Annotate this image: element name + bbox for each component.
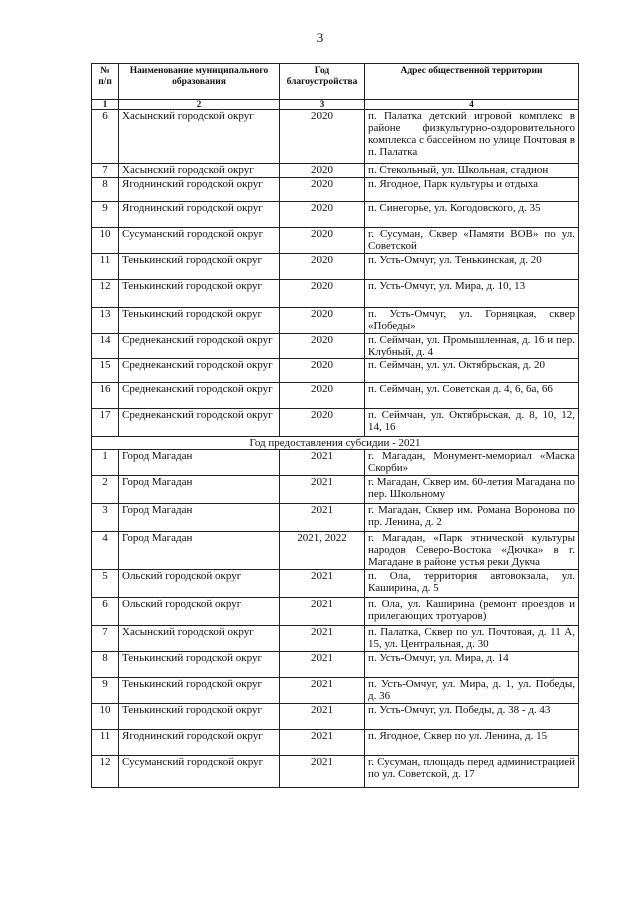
row-municipality: Город Магадан bbox=[119, 504, 280, 532]
table-row bbox=[92, 730, 579, 756]
row-address: г. Магадан, Сквер им. Романа Воронова по пр. Ленина, д. 2 bbox=[365, 504, 579, 532]
row-municipality: Сусуманский городской округ bbox=[119, 756, 280, 788]
row-year: 2020 bbox=[280, 280, 365, 308]
row-year: 2021 bbox=[280, 678, 365, 704]
table-row bbox=[92, 532, 579, 570]
header-name: Наименование муниципального образования bbox=[119, 64, 280, 100]
row-year: 2020 bbox=[280, 202, 365, 228]
row-address: п. Палатка детский игровой комплекс в районе физкультурно-оздоровительного комплекса с бассейном по улице Почтовая в п. Палатка bbox=[365, 110, 579, 164]
row-number: 11 bbox=[92, 730, 119, 756]
row-municipality: Тенькинский городской округ bbox=[119, 704, 280, 730]
row-year: 2020 bbox=[280, 164, 365, 178]
row-address: п. Усть-Омчуг, ул. Мира, д. 1, ул. Победы, д. 36 bbox=[365, 678, 579, 704]
table-row bbox=[92, 704, 579, 730]
row-year: 2021 bbox=[280, 652, 365, 678]
table-row bbox=[92, 178, 579, 202]
row-number: 8 bbox=[92, 652, 119, 678]
table-row bbox=[92, 409, 579, 437]
row-address: г. Сусуман, площадь перед администрацией по ул. Советской, д. 17 bbox=[365, 756, 579, 788]
row-year: 2021 bbox=[280, 450, 365, 476]
row-address: п. Усть-Омчуг, ул. Тенькинская, д. 20 bbox=[365, 254, 579, 280]
row-year: 2020 bbox=[280, 228, 365, 254]
row-number: 14 bbox=[92, 334, 119, 359]
row-municipality: Хасынский городской округ bbox=[119, 626, 280, 652]
row-municipality: Хасынский городской округ bbox=[119, 164, 280, 178]
column-number: 4 bbox=[365, 100, 579, 110]
row-municipality: Город Магадан bbox=[119, 476, 280, 504]
header-address: Адрес общественной территории bbox=[365, 64, 579, 100]
row-year: 2020 bbox=[280, 383, 365, 409]
row-address: г. Сусуман, Сквер «Памяти ВОВ» по ул. Советской bbox=[365, 228, 579, 254]
territories-table bbox=[91, 63, 579, 788]
row-address: п. Сеймчан, ул. Октябрьская, д. 8, 10, 12, 14, 16 bbox=[365, 409, 579, 437]
table-row bbox=[92, 254, 579, 280]
row-number: 9 bbox=[92, 202, 119, 228]
row-number: 4 bbox=[92, 532, 119, 570]
row-number: 17 bbox=[92, 409, 119, 437]
row-municipality: Среднеканский городской округ bbox=[119, 383, 280, 409]
table-row bbox=[92, 383, 579, 409]
row-number: 6 bbox=[92, 110, 119, 164]
row-address: п. Сеймчан, ул. Советская д. 4, 6, 6а, 66 bbox=[365, 383, 579, 409]
row-number: 15 bbox=[92, 359, 119, 383]
table-row bbox=[92, 476, 579, 504]
row-address: п. Усть-Омчуг, ул. Мира, д. 10, 13 bbox=[365, 280, 579, 308]
row-number: 5 bbox=[92, 570, 119, 598]
table-row bbox=[92, 359, 579, 383]
table-row bbox=[92, 504, 579, 532]
header-num: № п/п bbox=[92, 64, 119, 100]
row-year: 2021 bbox=[280, 476, 365, 504]
table-row bbox=[92, 308, 579, 334]
table-row bbox=[92, 450, 579, 476]
row-municipality: Тенькинский городской округ bbox=[119, 254, 280, 280]
row-municipality: Тенькинский городской округ bbox=[119, 280, 280, 308]
row-number: 8 bbox=[92, 178, 119, 202]
row-address: п. Палатка, Сквер по ул. Почтовая, д. 11 А, 15, ул. Центральная, д. 30 bbox=[365, 626, 579, 652]
row-year: 2021 bbox=[280, 704, 365, 730]
table-row bbox=[92, 598, 579, 626]
row-address: п. Стекольный, ул. Школьная, стадион bbox=[365, 164, 579, 178]
row-address: п. Сеймчан, ул. Промышленная, д. 16 и пер. Клубный, д. 4 bbox=[365, 334, 579, 359]
row-address: г. Магадан, «Парк этнической культуры народов Северо-Востока «Дючка» в г. Магадане в районе устья реки Дукча bbox=[365, 532, 579, 570]
row-municipality: Тенькинский городской округ bbox=[119, 678, 280, 704]
row-municipality: Тенькинский городской округ bbox=[119, 308, 280, 334]
row-municipality: Ольский городской округ bbox=[119, 598, 280, 626]
header-year: Год благоустройства bbox=[280, 64, 365, 100]
row-number: 16 bbox=[92, 383, 119, 409]
column-number-row bbox=[92, 100, 579, 110]
row-address: п. Ягодное, Парк культуры и отдыха bbox=[365, 178, 579, 202]
row-number: 7 bbox=[92, 164, 119, 178]
row-year: 2020 bbox=[280, 178, 365, 202]
row-year: 2021 bbox=[280, 598, 365, 626]
table-body-2021 bbox=[92, 450, 579, 788]
column-number: 2 bbox=[119, 100, 280, 110]
table-row bbox=[92, 626, 579, 652]
row-number: 3 bbox=[92, 504, 119, 532]
table-row bbox=[92, 110, 579, 164]
table-body-2020 bbox=[92, 110, 579, 437]
row-year: 2021 bbox=[280, 504, 365, 532]
table-row bbox=[92, 280, 579, 308]
row-year: 2020 bbox=[280, 308, 365, 334]
row-address: п. Усть-Омчуг, ул. Горняцкая, сквер «Победы» bbox=[365, 308, 579, 334]
row-municipality: Сусуманский городской округ bbox=[119, 228, 280, 254]
row-number: 12 bbox=[92, 756, 119, 788]
row-year: 2021 bbox=[280, 570, 365, 598]
row-year: 2021, 2022 bbox=[280, 532, 365, 570]
section-row bbox=[92, 437, 579, 450]
table-row bbox=[92, 570, 579, 598]
row-address: п. Ола, территория автовокзала, ул. Каширина, д. 5 bbox=[365, 570, 579, 598]
table-row bbox=[92, 756, 579, 788]
row-municipality: Хасынский городской округ bbox=[119, 110, 280, 164]
table-row bbox=[92, 228, 579, 254]
table-row bbox=[92, 652, 579, 678]
row-year: 2020 bbox=[280, 409, 365, 437]
row-number: 12 bbox=[92, 280, 119, 308]
row-number: 13 bbox=[92, 308, 119, 334]
row-number: 10 bbox=[92, 704, 119, 730]
row-municipality: Ольский городской округ bbox=[119, 570, 280, 598]
row-address: п. Синегорье, ул. Когодовского, д. 35 bbox=[365, 202, 579, 228]
row-number: 7 bbox=[92, 626, 119, 652]
table-header-row bbox=[92, 64, 579, 100]
row-address: п. Усть-Омчуг, ул. Победы, д. 38 - д. 43 bbox=[365, 704, 579, 730]
row-number: 1 bbox=[92, 450, 119, 476]
row-municipality: Город Магадан bbox=[119, 532, 280, 570]
row-address: п. Ягодное, Сквер по ул. Ленина, д. 15 bbox=[365, 730, 579, 756]
row-year: 2021 bbox=[280, 756, 365, 788]
table-row bbox=[92, 678, 579, 704]
row-municipality: Ягоднинский городской округ bbox=[119, 202, 280, 228]
row-number: 2 bbox=[92, 476, 119, 504]
row-municipality: Тенькинский городской округ bbox=[119, 652, 280, 678]
column-number: 1 bbox=[92, 100, 119, 110]
row-number: 11 bbox=[92, 254, 119, 280]
row-year: 2020 bbox=[280, 110, 365, 164]
row-number: 10 bbox=[92, 228, 119, 254]
table-row bbox=[92, 164, 579, 178]
row-municipality: Ягоднинский городской округ bbox=[119, 178, 280, 202]
row-year: 2020 bbox=[280, 334, 365, 359]
row-municipality: Среднеканский городской округ bbox=[119, 359, 280, 383]
row-number: 6 bbox=[92, 598, 119, 626]
section-title: Год предоставления субсидии - 2021 bbox=[92, 437, 579, 450]
row-year: 2020 bbox=[280, 359, 365, 383]
row-address: г. Магадан, Сквер им. 60-летия Магадана по пер. Школьному bbox=[365, 476, 579, 504]
table-row bbox=[92, 202, 579, 228]
column-number: 3 bbox=[280, 100, 365, 110]
table-row bbox=[92, 334, 579, 359]
row-municipality: Среднеканский городской округ bbox=[119, 334, 280, 359]
row-year: 2021 bbox=[280, 730, 365, 756]
row-address: п. Сеймчан, ул. ул. Октябрьская, д. 20 bbox=[365, 359, 579, 383]
row-municipality: Ягоднинский городской округ bbox=[119, 730, 280, 756]
table-section bbox=[92, 437, 579, 450]
page-number: 3 bbox=[316, 30, 324, 45]
row-address: г. Магадан, Монумент-мемориал «Маска Скорби» bbox=[365, 450, 579, 476]
row-year: 2020 bbox=[280, 254, 365, 280]
row-municipality: Среднеканский городской округ bbox=[119, 409, 280, 437]
row-municipality: Город Магадан bbox=[119, 450, 280, 476]
row-address: п. Усть-Омчуг, ул. Мира, д. 14 bbox=[365, 652, 579, 678]
row-address: п. Ола, ул. Каширина (ремонт проездов и прилегающих тротуаров) bbox=[365, 598, 579, 626]
row-number: 9 bbox=[92, 678, 119, 704]
row-year: 2021 bbox=[280, 626, 365, 652]
